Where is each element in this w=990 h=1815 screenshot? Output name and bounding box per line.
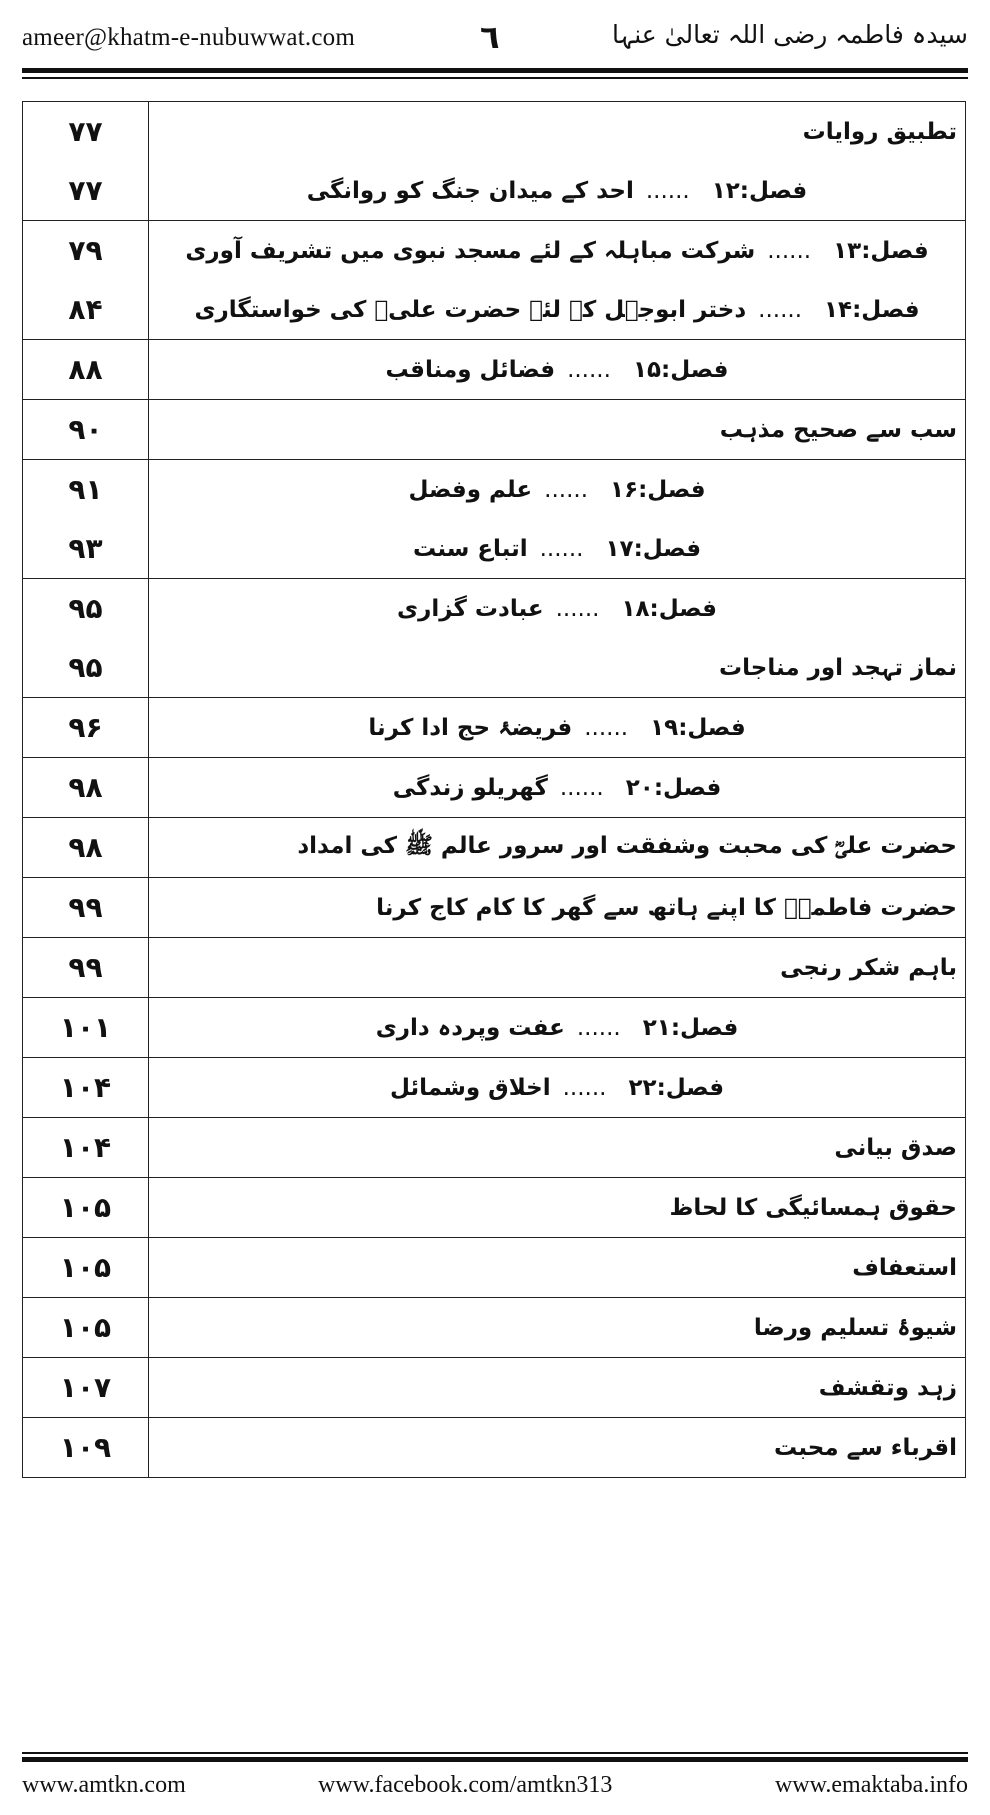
chapter-label: فصل:۲۱ (642, 1014, 739, 1041)
entry-cell (149, 938, 966, 998)
footer-link-facebook[interactable]: www.facebook.com/amtkn313 (318, 1772, 613, 1798)
leader-dots: ...... (584, 714, 629, 741)
toc-page-number: ۹۶ (68, 711, 103, 744)
entry-cell (149, 400, 966, 460)
toc-row (23, 1298, 966, 1358)
toc-row (23, 758, 966, 818)
toc-page-number: ۷۷ (68, 174, 103, 207)
leader-dots: ...... (555, 595, 600, 622)
entry-cell (149, 818, 966, 878)
toc-row (23, 400, 966, 460)
entry-cell (149, 460, 966, 579)
chapter-title: اخلاق وشمائل (389, 1074, 551, 1101)
header-rule-thin (22, 77, 968, 79)
page-number-cell (23, 460, 149, 579)
entry-cell (149, 1358, 966, 1418)
toc-heading-entry (149, 102, 965, 161)
toc-row (23, 460, 966, 579)
page-number-cell (23, 1418, 149, 1478)
leader-dots: ...... (767, 237, 812, 264)
heading-title: اقرباء سے محبت (774, 1434, 957, 1461)
chapter-label: فصل:۲۰ (625, 774, 722, 801)
leader-dots: ...... (576, 1014, 621, 1041)
heading-title: نماز تہجد اور مناجات (719, 654, 957, 681)
leader-dots: ...... (544, 476, 589, 503)
toc-chapter-entry (149, 280, 965, 339)
heading-title: حضرت علیؓ کی محبت وشفقت اور سرور عالم ﷺ کی امداد (297, 832, 957, 859)
footer-rule-thin (22, 1752, 968, 1754)
entry-cell (149, 340, 966, 400)
page-number-cell (23, 1118, 149, 1178)
book-title: سیدہ فاطمہ رضی اللہ تعالیٰ عنہا (611, 20, 968, 49)
page-number-cell (23, 340, 149, 400)
toc-page-number: ۷۹ (68, 234, 103, 267)
toc-page-number: ۹۵ (68, 651, 103, 684)
toc-page-number: ۷۷ (68, 115, 103, 148)
chapter-label: فصل:۱۵ (632, 356, 729, 383)
entry-cell (149, 1238, 966, 1298)
leader-dots: ...... (645, 177, 690, 204)
toc-row (23, 1238, 966, 1298)
page-number-cell (23, 698, 149, 758)
toc-chapter-entry (149, 161, 965, 220)
page-number-cell (23, 400, 149, 460)
heading-title: استعفاف (852, 1254, 957, 1281)
page-number-cell (23, 1058, 149, 1118)
toc-chapter-entry (149, 519, 965, 578)
toc-row (23, 698, 966, 758)
toc-row (23, 340, 966, 400)
page-number-cell (23, 1178, 149, 1238)
toc-chapter-entry (149, 758, 965, 817)
page-number-cell (23, 1358, 149, 1418)
chapter-title: عفت وپردہ داری (375, 1014, 565, 1041)
toc-chapter-entry (149, 698, 965, 757)
toc-heading-entry (149, 938, 965, 997)
heading-title: شیوۂ تسلیم ورضا (753, 1314, 957, 1341)
toc-heading-entry (149, 1358, 965, 1417)
chapter-title: عبادت گزاری (397, 595, 544, 622)
toc-heading-entry (149, 818, 965, 877)
toc-chapter-entry (149, 460, 965, 519)
chapter-title: علم وفضل (408, 476, 533, 503)
entry-cell (149, 1178, 966, 1238)
chapter-title: شرکت مباہلہ کے لئے مسجد نبوی میں تشریف آوری (185, 237, 756, 264)
toc-page-number: ۱۰۹ (59, 1431, 112, 1464)
heading-title: حقوق ہمسائیگی کا لحاظ (669, 1194, 957, 1221)
entry-cell (149, 998, 966, 1058)
toc-page-number: ۹۸ (68, 771, 103, 804)
toc-page-number: ۸۴ (68, 293, 103, 326)
leader-dots: ...... (559, 774, 604, 801)
heading-title: حضرت فاطمہؓ کا اپنے ہاتھ سے گھر کا کام کاج کرنا (376, 894, 957, 921)
entry-cell (149, 579, 966, 698)
toc-heading-entry (149, 400, 965, 459)
chapter-title: اتباع سنت (412, 535, 528, 562)
page-number-cell (23, 938, 149, 998)
leader-dots: ...... (539, 535, 584, 562)
page-number-cell (23, 221, 149, 340)
toc-page-number: ۹۳ (68, 532, 103, 565)
chapter-title: فضائل ومناقب (385, 356, 556, 383)
footer-link-amtkn[interactable]: www.amtkn.com (22, 1772, 186, 1798)
toc-row (23, 1418, 966, 1478)
heading-title: تطبیق روایات (802, 118, 957, 145)
toc-page-number: ۱۰۴ (59, 1071, 112, 1104)
chapter-label: فصل:۱۸ (621, 595, 717, 622)
toc-page-number: ۸۸ (68, 353, 103, 386)
page-number-cell (23, 998, 149, 1058)
chapter-label: فصل:۱۲ (711, 177, 808, 204)
header-email: ameer@khatm-e-nubuwwat.com (22, 24, 355, 51)
entry-cell (149, 1118, 966, 1178)
toc-heading-entry (149, 878, 965, 937)
toc-heading-entry (149, 1298, 965, 1357)
entry-cell (149, 878, 966, 938)
heading-title: صدق بیانی (834, 1134, 957, 1161)
toc-page-number: ۱۰۵ (59, 1311, 112, 1344)
entry-cell (149, 698, 966, 758)
toc-row (23, 579, 966, 698)
toc-chapter-entry (149, 221, 965, 280)
toc-page-number: ۹۰ (68, 413, 103, 446)
toc-row (23, 1058, 966, 1118)
toc-row (23, 1118, 966, 1178)
page-number-cell (23, 1238, 149, 1298)
leader-dots: ...... (758, 296, 803, 323)
chapter-label: فصل:۱۳ (833, 237, 929, 264)
page-number-cell (23, 1298, 149, 1358)
toc-heading-entry (149, 638, 965, 697)
chapter-label: فصل:۱۴ (824, 296, 920, 323)
footer-rule-thick (22, 1757, 968, 1762)
page-number-cell (23, 102, 149, 221)
footer-link-emaktaba[interactable]: www.emaktaba.info (774, 1772, 968, 1798)
page-number-cell (23, 818, 149, 878)
toc-chapter-entry (149, 340, 965, 399)
toc-row (23, 818, 966, 878)
toc-page-number: ۹۹ (68, 891, 103, 924)
toc-row (23, 221, 966, 340)
chapter-title: دختر ابوجہل کے لئے حضرت علیؓ کی خواستگاری (194, 296, 747, 323)
toc-row (23, 878, 966, 938)
chapter-title: گھریلو زندگی (392, 774, 548, 801)
toc-heading-entry (149, 1418, 965, 1477)
toc-page-number: ۱۰۱ (59, 1011, 112, 1044)
toc-page-number: ۹۵ (68, 592, 103, 625)
heading-title: زہد وتقشف (818, 1374, 957, 1401)
heading-title: باہم شکر رنجی (780, 954, 957, 981)
toc-chapter-entry (149, 998, 965, 1057)
entry-cell (149, 1058, 966, 1118)
toc-chapter-entry (149, 579, 965, 638)
toc-page-number: ۱۰۴ (59, 1131, 112, 1164)
page-number: ٦ (480, 18, 500, 56)
toc-chapter-entry (149, 1058, 965, 1117)
entry-cell (149, 102, 966, 221)
toc-page-number: ۱۰۷ (59, 1371, 112, 1404)
chapter-title: فریضۂ حج ادا کرنا (368, 714, 573, 741)
toc-row (23, 1178, 966, 1238)
page-number-cell (23, 579, 149, 698)
chapter-label: فصل:۱۹ (650, 714, 746, 741)
chapter-label: فصل:۱۷ (605, 535, 702, 562)
entry-cell (149, 1298, 966, 1358)
page-number-cell (23, 758, 149, 818)
toc-page-number: ۹۹ (68, 951, 103, 984)
toc-heading-entry (149, 1178, 965, 1237)
toc-row (23, 102, 966, 221)
toc-row (23, 938, 966, 998)
toc-row (23, 1358, 966, 1418)
entry-cell (149, 221, 966, 340)
toc-page-number: ۱۰۵ (59, 1191, 112, 1224)
chapter-title: احد کے میدان جنگ کو روانگی (306, 177, 634, 204)
toc-heading-entry (149, 1118, 965, 1177)
toc-page-number: ۹۸ (68, 831, 103, 864)
leader-dots: ...... (567, 356, 611, 383)
header-rule-thick (22, 68, 968, 73)
heading-title: سب سے صحیح مذہب (719, 416, 957, 443)
page-number-cell (23, 878, 149, 938)
entry-cell (149, 758, 966, 818)
toc-heading-entry (149, 1238, 965, 1297)
entry-cell (149, 1418, 966, 1478)
toc-page-number: ۱۰۵ (59, 1251, 112, 1284)
table-of-contents (22, 101, 966, 1478)
page-header (0, 0, 990, 76)
chapter-label: فصل:۱۶ (610, 476, 706, 503)
toc-page-number: ۹۱ (68, 473, 103, 506)
chapter-label: فصل:۲۲ (628, 1074, 725, 1101)
leader-dots: ...... (562, 1074, 607, 1101)
toc-row (23, 998, 966, 1058)
